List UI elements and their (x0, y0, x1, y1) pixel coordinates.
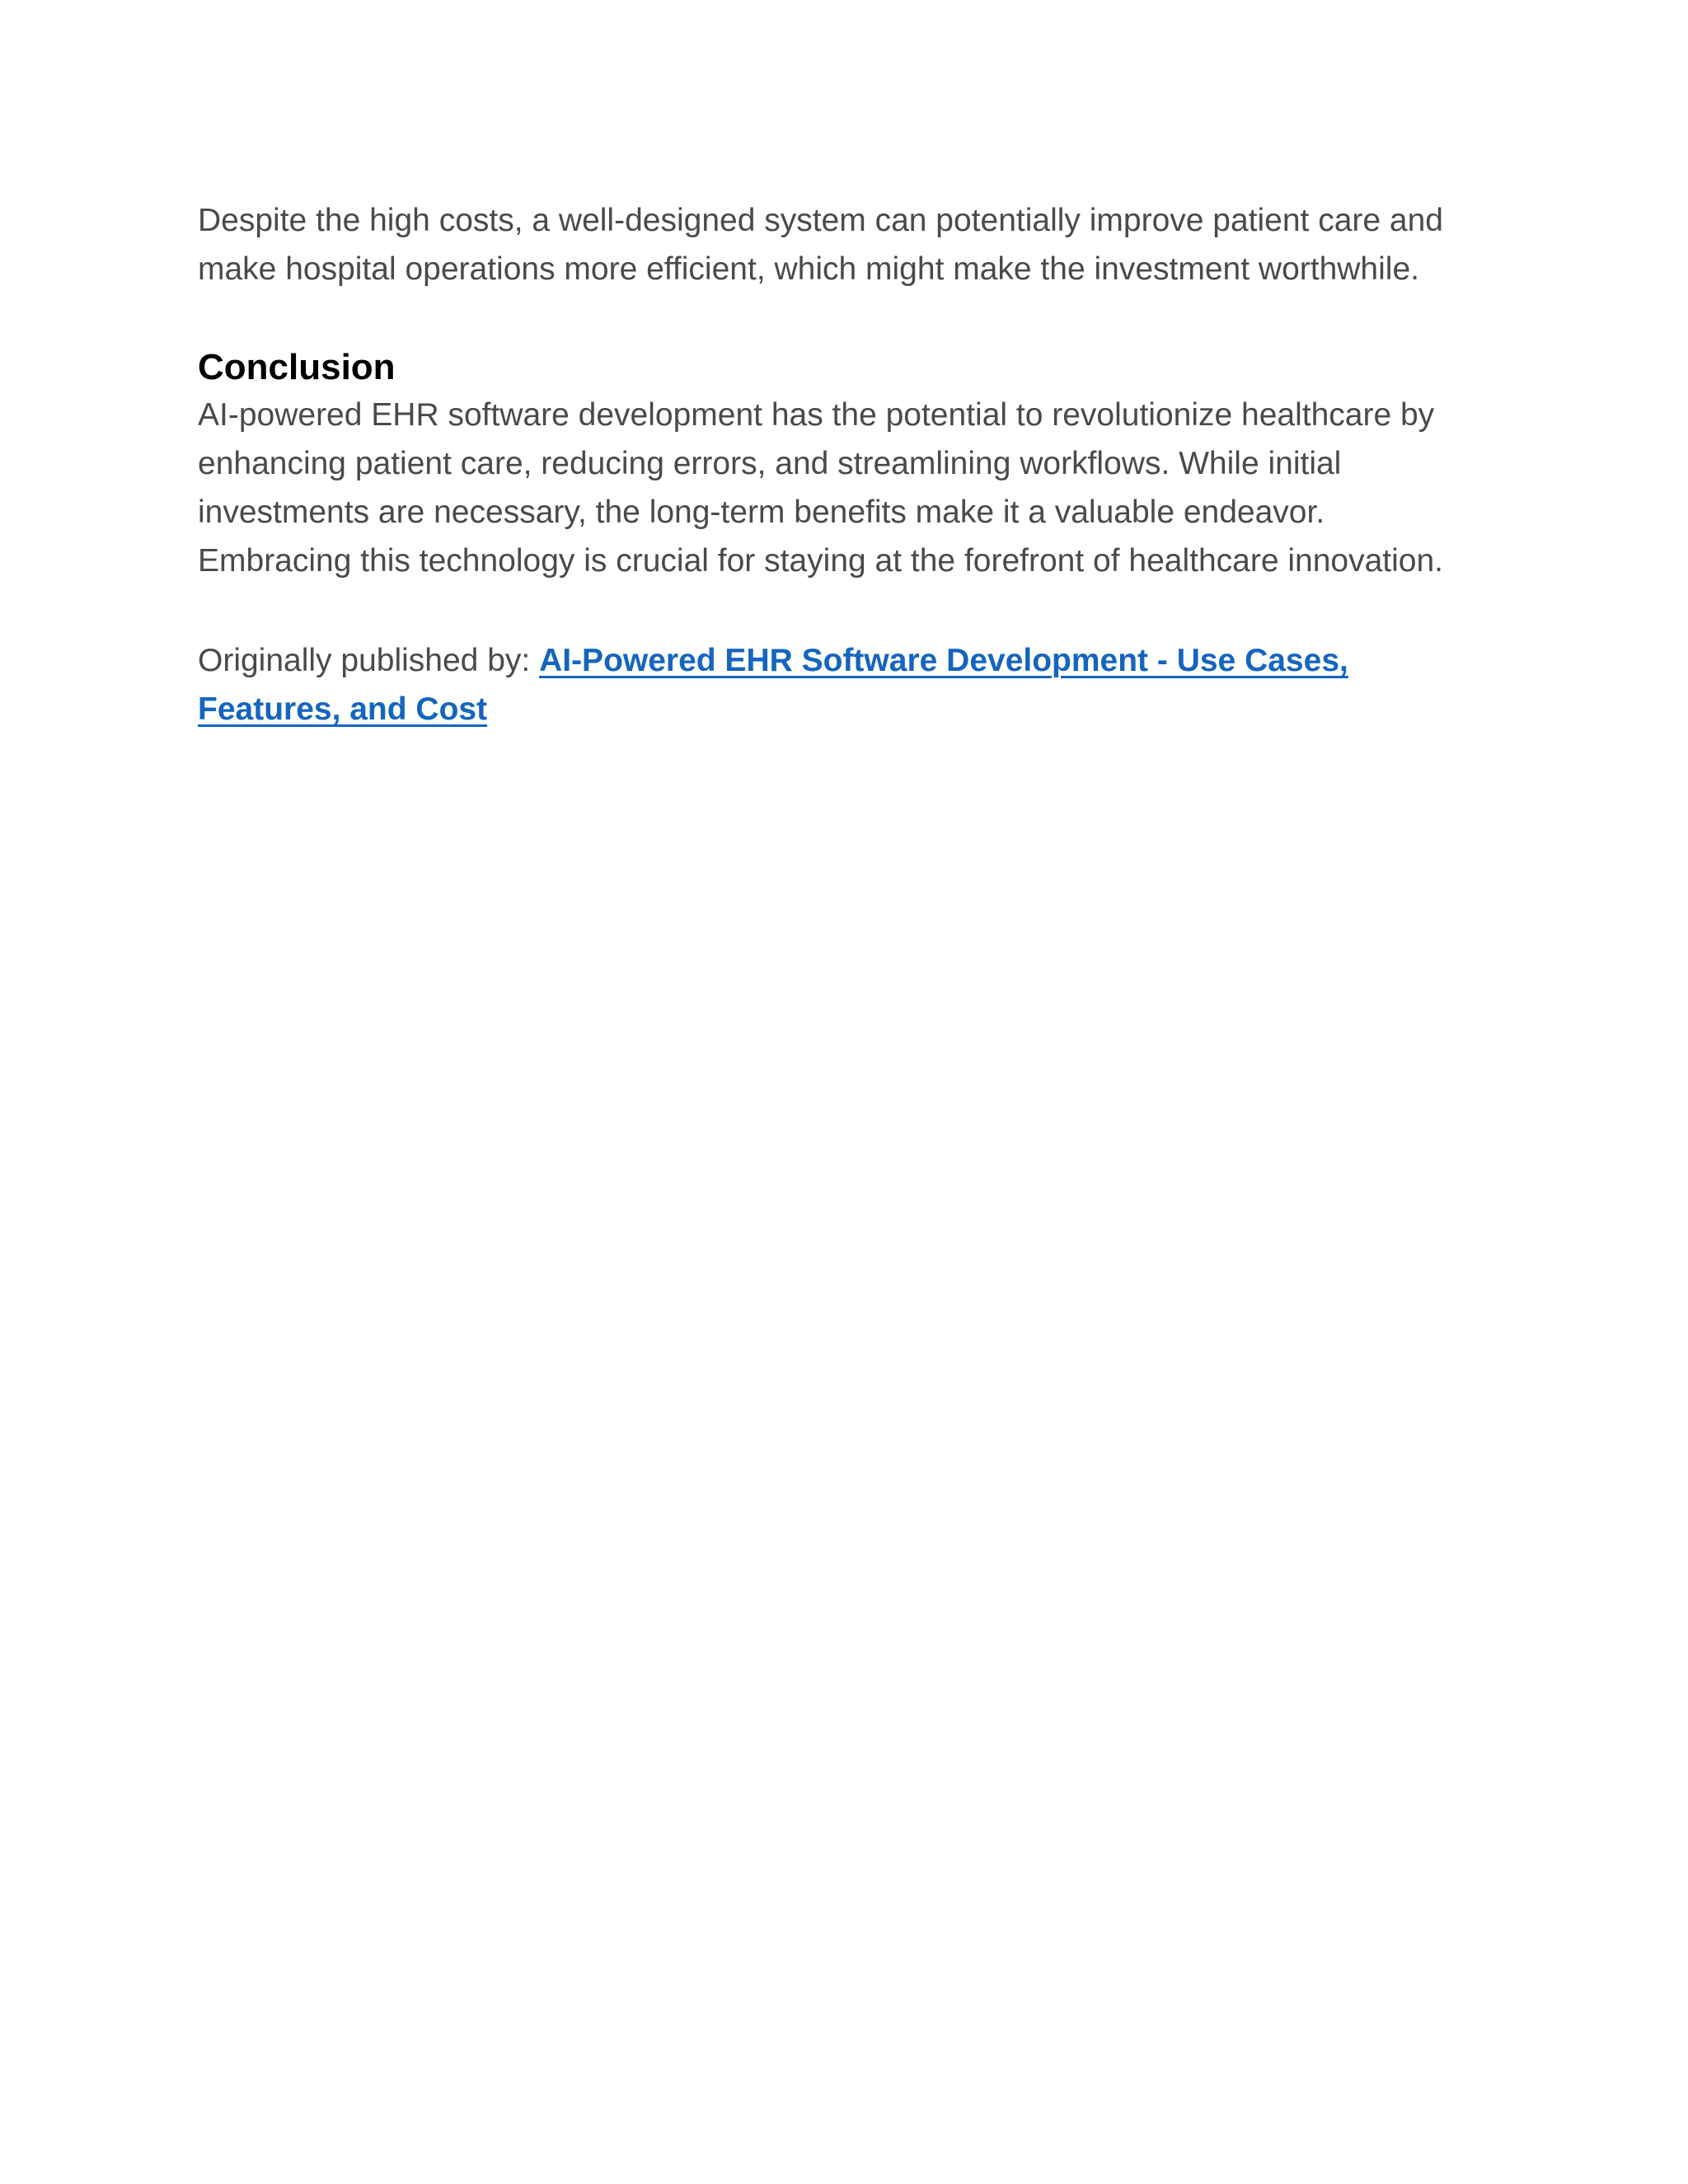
attribution-line (198, 636, 1484, 733)
attribution-prefix: Originally published by: (198, 643, 540, 678)
source-article-link[interactable]: AI-Powered EHR Software Development - Use Cases, Features, and Cost (198, 643, 1348, 727)
intro-paragraph: Despite the high costs, a well-designed system can potentially improve patient care and make hospital operations more efficient, which might make the investment worthwhile. (198, 203, 1443, 287)
conclusion-heading: Conclusion (198, 347, 396, 387)
conclusion-paragraph: AI-powered EHR software development has the potential to revolutionize healthcare by enhancing patient care, reducing errors, and streamlining workflows. While initial investments are necessary, the long-term benefits make it a valuable endeavor. Embracing this technology is crucial for staying at the forefront of healthcare innovation. (198, 397, 1443, 579)
document-body (198, 196, 1484, 733)
